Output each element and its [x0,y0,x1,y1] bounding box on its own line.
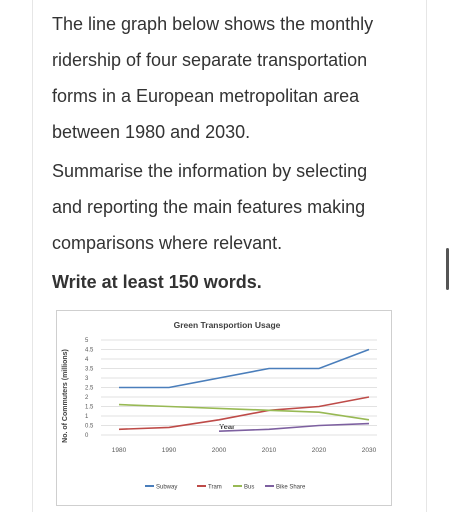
chart-frame [56,310,392,506]
series-line-bus [119,405,369,420]
legend-label-bus: Bus [244,484,255,491]
prompt-paragraph-1: The line graph below shows the monthly ridership of four separate transportation forms in a European metropolitan area between 1980 and 2030. [52,14,374,142]
legend-label-tram: Tram [208,484,222,491]
y-tick-label: 1.5 [85,404,94,411]
x-tick-label: 1990 [161,447,177,454]
y-tick-label: 4 [85,357,89,364]
y-tick-label: 5 [85,338,89,345]
y-tick-label: 1 [85,414,89,421]
x-tick-label: 1980 [111,447,127,454]
y-tick-label: 2.5 [85,385,94,392]
x-axis-label: Year [219,422,235,431]
y-tick-label: 0 [85,433,89,440]
prompt-paragraph-2: Summarise the information by selecting and reporting the main features making comparisons where relevant. [52,161,368,253]
x-tick-label: 2000 [211,447,227,454]
word-count-instruction: Write at least 150 words. [52,272,262,292]
chart-title: Green Transportion Usage [173,320,281,330]
legend-label-bike-share: Bike Share [276,484,306,491]
y-tick-label: 3.5 [85,366,94,373]
x-tick-label: 2020 [311,447,327,454]
x-tick-label: 2010 [261,447,277,454]
line-chart [57,311,391,505]
y-tick-label: 3 [85,376,89,383]
legend-label-subway: Subway [156,484,178,491]
y-tick-label: 0.5 [85,423,94,430]
y-tick-label: 4.5 [85,347,94,354]
y-axis-label: No. of Commuters (millions) [62,349,69,443]
series-line-bike-share [219,424,369,432]
scrollbar-thumb[interactable] [446,248,449,290]
y-tick-label: 2 [85,395,89,402]
x-tick-label: 2030 [361,447,377,454]
